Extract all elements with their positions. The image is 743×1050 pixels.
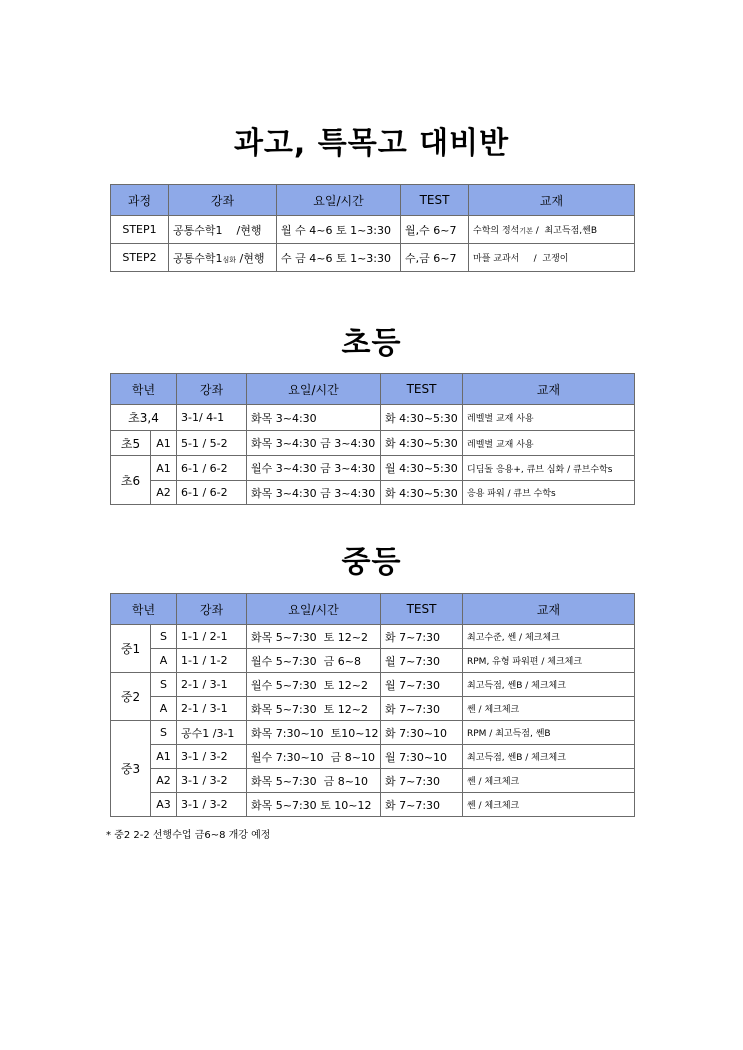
test-cell: 화 7~7:30 — [381, 793, 463, 817]
test-cell: 화 4:30~5:30 — [381, 405, 463, 431]
book-a-sub: 기본 — [519, 227, 533, 235]
lecture-cell: 3-1 / 3-2 — [177, 745, 247, 769]
header-lecture: 강좌 — [177, 594, 247, 625]
table-row — [111, 431, 635, 456]
book-cell: 쎈 / 체크체크 — [463, 793, 635, 817]
schedule-cell: 화목 5~7:30 토 12~2 — [247, 697, 381, 721]
schedule-cell: 월 수 4~6 토 1~3:30 — [277, 216, 401, 244]
class-cell: A — [151, 649, 177, 673]
grade-cell: 초3,4 — [111, 405, 177, 431]
test-cell: 월 4:30~5:30 — [381, 456, 463, 481]
table-row — [111, 456, 635, 481]
header-course: 과정 — [111, 185, 169, 216]
class-cell: A1 — [151, 745, 177, 769]
header-book: 교재 — [469, 185, 635, 216]
header-schedule: 요일/시간 — [247, 594, 381, 625]
grade-cell: 초6 — [111, 456, 151, 505]
table-row — [111, 793, 635, 817]
section-title-chodeung: 초등 — [341, 326, 402, 361]
test-cell: 월,수 6~7 — [401, 216, 469, 244]
book-cell: 응용 파워 / 큐브 수학s — [463, 481, 635, 505]
book-cell: 쎈 / 체크체크 — [463, 769, 635, 793]
class-cell: A2 — [151, 769, 177, 793]
grade-cell: 중1 — [111, 625, 151, 673]
header-test: TEST — [381, 374, 463, 405]
section-title-gwago: 과고, 특목고 대비반 — [233, 126, 510, 161]
test-cell: 화 7~7:30 — [381, 625, 463, 649]
schedule-cell: 수 금 4~6 토 1~3:30 — [277, 244, 401, 272]
book-cell: 디딤돌 응용+, 큐브 심화 / 큐브수학s — [463, 456, 635, 481]
section-title-jungdeung: 중등 — [341, 545, 402, 580]
course-cell: STEP1 — [111, 216, 169, 244]
header-lecture: 강좌 — [169, 185, 277, 216]
book-cell: 레벨별 교재 사용 — [463, 431, 635, 456]
book-cell: RPM / 최고득점, 쎈B — [463, 721, 635, 745]
lecture-cell — [169, 216, 277, 244]
lecture-cell: 6-1 / 6-2 — [177, 456, 247, 481]
table-row — [111, 625, 635, 649]
schedule-cell: 화목 3~4:30 금 3~4:30 — [247, 481, 381, 505]
gwago-table — [110, 184, 635, 272]
header-test: TEST — [381, 594, 463, 625]
schedule-cell: 화목 7:30~10 토10~12 — [247, 721, 381, 745]
book-a: 수학의 정석 — [473, 226, 520, 236]
footnote: * 중2 2-2 선행수업 금6~8 개강 예정 — [106, 830, 271, 841]
table-row — [111, 745, 635, 769]
test-cell: 월 7:30~10 — [381, 745, 463, 769]
table-row — [111, 673, 635, 697]
book-cell: 최고득점, 쎈B / 체크체크 — [463, 673, 635, 697]
table-row — [111, 244, 635, 272]
lecture-cell: 3-1 / 3-2 — [177, 769, 247, 793]
book-b: / 최고득점,쎈B — [532, 226, 597, 236]
test-cell: 화 4:30~5:30 — [381, 481, 463, 505]
schedule-cell: 화목 5~7:30 금 8~10 — [247, 769, 381, 793]
test-cell: 월 7~7:30 — [381, 649, 463, 673]
test-cell: 화 7~7:30 — [381, 697, 463, 721]
table-row — [111, 216, 635, 244]
lecture-cell — [169, 244, 277, 272]
grade-cell: 초5 — [111, 431, 151, 456]
table-header-row — [111, 374, 635, 405]
class-cell: A2 — [151, 481, 177, 505]
book-cell — [469, 244, 635, 272]
lecture-cell: 5-1 / 5-2 — [177, 431, 247, 456]
header-schedule: 요일/시간 — [277, 185, 401, 216]
test-cell: 수,금 6~7 — [401, 244, 469, 272]
lecture-cell: 2-1 / 3-1 — [177, 697, 247, 721]
jungdeung-table — [110, 593, 635, 817]
book-cell: 쎈 / 체크체크 — [463, 697, 635, 721]
lecture-main: 공통수학1 — [173, 251, 223, 265]
lecture-cell: 1-1 / 2-1 — [177, 625, 247, 649]
table-row — [111, 481, 635, 505]
lecture-cell: 3-1 / 3-2 — [177, 793, 247, 817]
book-cell: 최고수준, 쎈 / 체크체크 — [463, 625, 635, 649]
lecture-main: 공통수학1 — [173, 223, 223, 237]
header-lecture: 강좌 — [177, 374, 247, 405]
book-b: / 고쟁이 — [519, 254, 569, 264]
test-cell: 화 7~7:30 — [381, 769, 463, 793]
lecture-cell: 2-1 / 3-1 — [177, 673, 247, 697]
header-test: TEST — [401, 185, 469, 216]
table-row — [111, 405, 635, 431]
schedule-cell: 월수 7:30~10 금 8~10 — [247, 745, 381, 769]
lecture-tail: /현행 — [239, 251, 265, 265]
grade-cell: 중2 — [111, 673, 151, 721]
test-cell: 화 4:30~5:30 — [381, 431, 463, 456]
lecture-cell: 3-1/ 4-1 — [177, 405, 247, 431]
table-row — [111, 769, 635, 793]
table-header-row — [111, 185, 635, 216]
schedule-cell: 월수 5~7:30 금 6~8 — [247, 649, 381, 673]
class-cell: A — [151, 697, 177, 721]
header-schedule: 요일/시간 — [247, 374, 381, 405]
test-cell: 월 7~7:30 — [381, 673, 463, 697]
table-row — [111, 649, 635, 673]
book-cell: 레벨별 교재 사용 — [463, 405, 635, 431]
test-cell: 화 7:30~10 — [381, 721, 463, 745]
header-book: 교재 — [463, 594, 635, 625]
header-grade: 학년 — [111, 374, 177, 405]
lecture-cell: 공수1 /3-1 — [177, 721, 247, 745]
lecture-tail: /현행 — [236, 223, 262, 237]
book-cell: RPM, 유형 파워편 / 체크체크 — [463, 649, 635, 673]
lecture-cell: 6-1 / 6-2 — [177, 481, 247, 505]
header-grade: 학년 — [111, 594, 177, 625]
header-book: 교재 — [463, 374, 635, 405]
class-cell: S — [151, 721, 177, 745]
lecture-cell: 1-1 / 1-2 — [177, 649, 247, 673]
class-cell: A3 — [151, 793, 177, 817]
class-cell: A1 — [151, 431, 177, 456]
class-cell: S — [151, 673, 177, 697]
schedule-cell: 화목 5~7:30 토 12~2 — [247, 625, 381, 649]
class-cell: A1 — [151, 456, 177, 481]
schedule-cell: 화목 3~4:30 금 3~4:30 — [247, 431, 381, 456]
lecture-sub: 심화 — [222, 255, 237, 264]
schedule-cell: 월수 5~7:30 토 12~2 — [247, 673, 381, 697]
class-cell: S — [151, 625, 177, 649]
schedule-cell: 화목 3~4:30 — [247, 405, 381, 431]
table-row — [111, 721, 635, 745]
chodeung-table — [110, 373, 635, 505]
book-cell: 최고득점, 쎈B / 체크체크 — [463, 745, 635, 769]
table-row — [111, 697, 635, 721]
schedule-cell: 화목 5~7:30 토 10~12 — [247, 793, 381, 817]
book-cell — [469, 216, 635, 244]
schedule-cell: 월수 3~4:30 금 3~4:30 — [247, 456, 381, 481]
table-header-row — [111, 594, 635, 625]
grade-cell: 중3 — [111, 721, 151, 817]
course-cell: STEP2 — [111, 244, 169, 272]
book-a: 마플 교과서 — [473, 254, 520, 264]
